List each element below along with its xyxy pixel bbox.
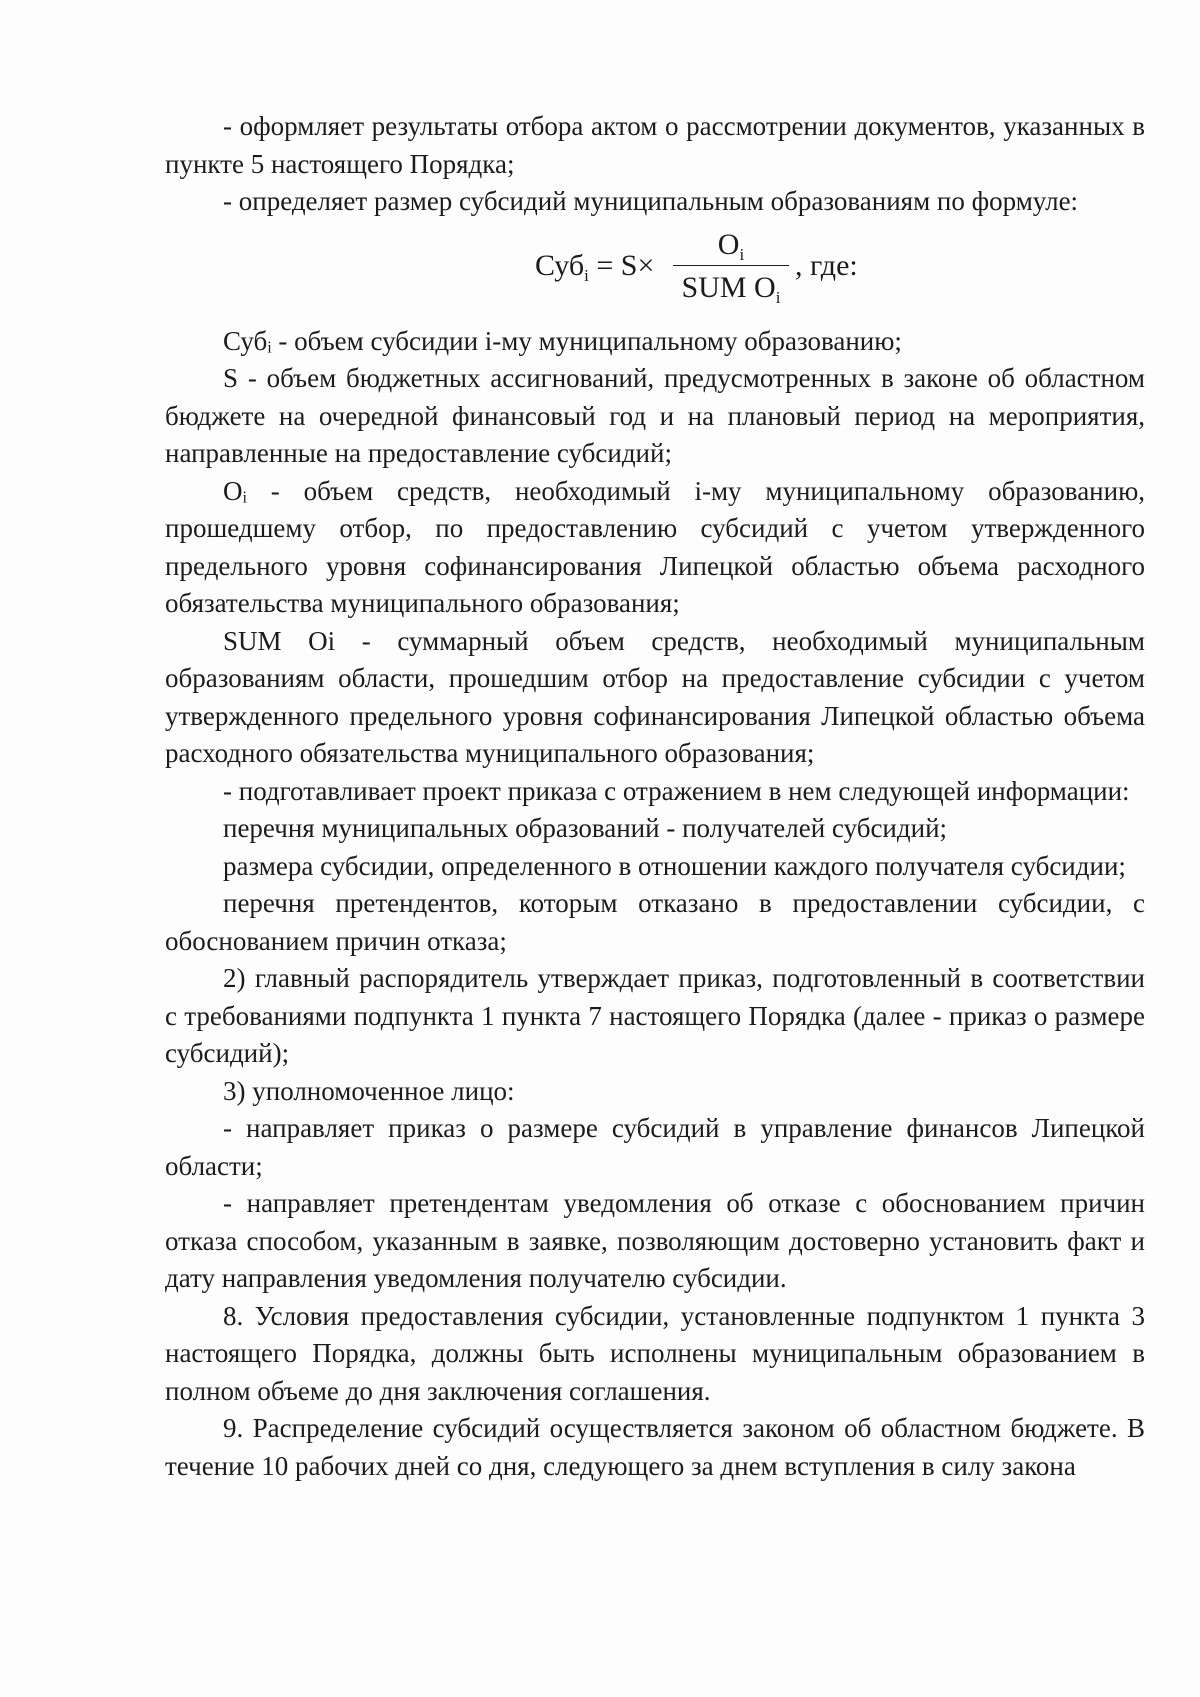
formula-fraction	[673, 225, 789, 310]
paragraph: S - объем бюджетных ассигнований, предусмотренных в законе об областном бюджете на очередной финансовый год и на плановый период на мероприятия, направленные на предоставление субсидий;	[165, 363, 1145, 468]
subsidy-formula	[165, 225, 1145, 317]
paragraph: размера субсидии, определенного в отношении каждого получателя субсидии;	[223, 850, 1126, 881]
formula-tail: , где:	[795, 248, 858, 282]
paragraph: 8. Условия предоставления субсидии, установленные подпунктом 1 пункта 3 настоящего Порядка, должны быть исполнены муниципальным образованием в полном объеме до дня заключения соглашения.	[165, 1300, 1145, 1406]
paragraph: Субᵢ - объем субсидии i-му муниципальному образованию;	[223, 325, 902, 356]
paragraph: перечня муниципальных образований - получателей субсидий;	[223, 813, 948, 843]
document-body	[165, 108, 1145, 1485]
formula-lhs: Суб$_i$ = S×	[535, 248, 655, 285]
paragraph: - определяет размер субсидий муниципальным образованиям по формуле:	[223, 186, 1079, 216]
paragraph: 3) уполномоченное лицо:	[223, 1075, 515, 1106]
formula-denominator: SUM $O_i$	[681, 270, 781, 307]
paragraph: 9. Распределение субсидий осуществляется законом об областном бюджете. В течение 10 рабочих дней со дня, следующего за днем вступления в силу закона	[165, 1413, 1145, 1481]
paragraph: - оформляет результаты отбора актом о рассмотрении документов, указанных в пункте 5 настоящего Порядка;	[165, 111, 1145, 179]
paragraph: - направляет приказ о размере субсидий в управление финансов Липецкой области;	[165, 1113, 1145, 1181]
paragraph: перечня претендентов, которым отказано в предоставлении субсидии, с обоснованием причин отказа;	[165, 888, 1145, 956]
paragraph: - направляет претендентам уведомления об отказе с обоснованием причин отказа способом, указанным в заявке, позволяющим достоверно установить факт и дату направления уведомления получателю субсидии.	[165, 1188, 1145, 1293]
paragraph: SUM Oi - суммарный объем средств, необходимый муниципальным образованиям области, прошедшим отбор на предоставление субсидии с учетом утвержденного предельного уровня софинансирования Липецкой областью объема расходного обязательства муниципального образования;	[165, 625, 1145, 768]
paragraph: 2) главный распорядитель утверждает приказ, подготовленный в соответствии с требованиями подпункта 1 пункта 7 настоящего Порядка (далее - приказ о размере субсидий);	[165, 963, 1145, 1068]
formula-numerator: $O_i$	[717, 227, 745, 264]
paragraph: Oᵢ - объем средств, необходимый i-му муниципальному образованию, прошедшему отбор, по предоставлению субсидий с учетом утвержденного предельного уровня софинансирования Липецкой областью объема расходного обязательства муниципального образования;	[165, 475, 1145, 618]
paragraph: - подготавливает проект приказа с отражением в нем следующей информации:	[223, 775, 1130, 806]
